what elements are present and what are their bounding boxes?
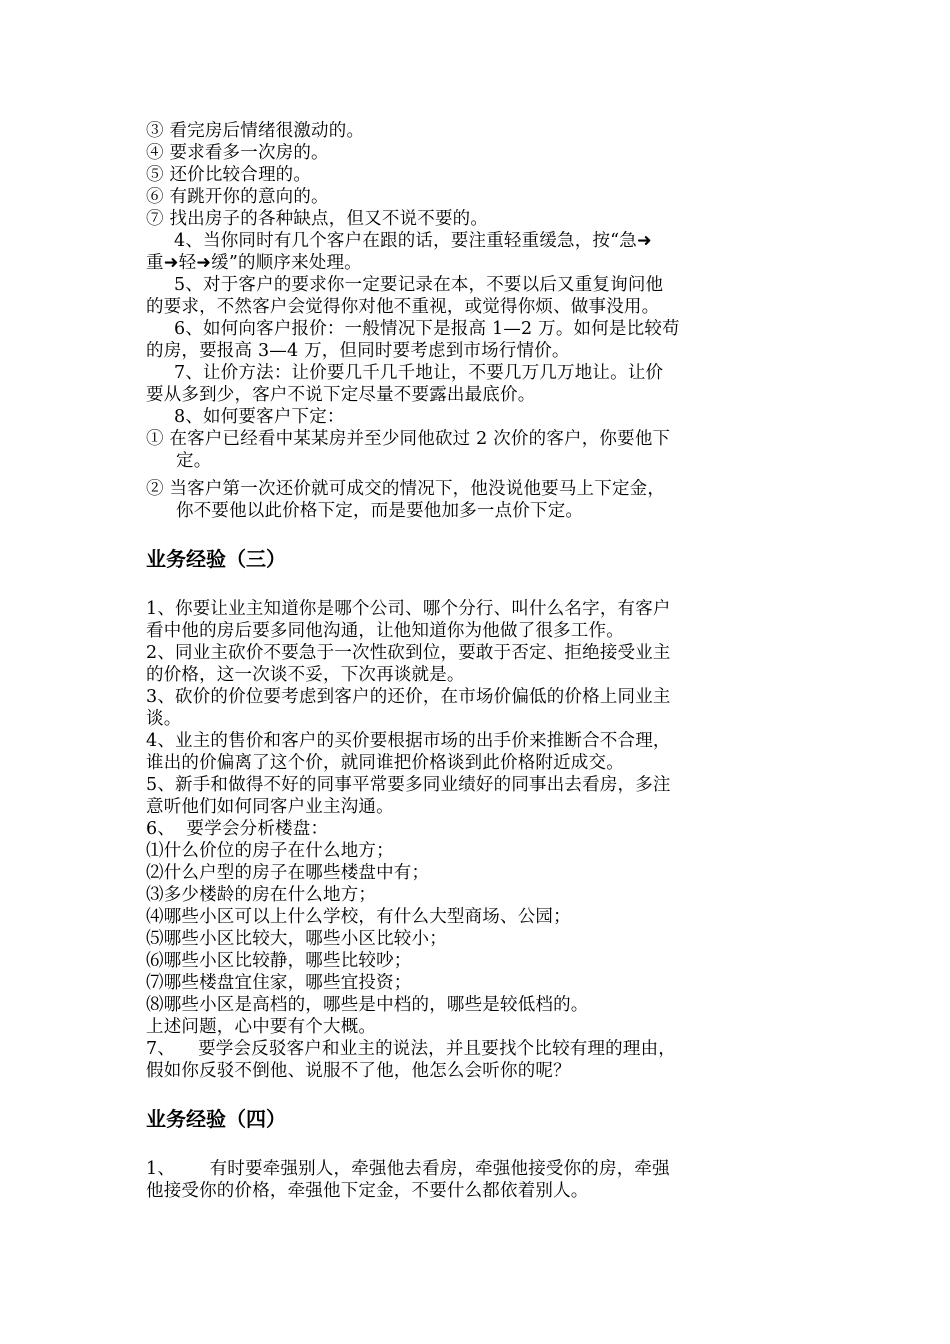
text-line: 5、对于客户的要求你一定要记录在本，不要以后又重复询问他 [174,275,664,295]
text-line: ⑻哪些小区是高档的，哪些是中档的，哪些是较低档的。 [146,995,589,1015]
text-line: 4、当你同时有几个客户在跟的话，要注重轻重缓急，按“急➜ [174,231,652,251]
text-line: 的房，要报高 3—4 万，但同时要考虑到市场行情价。 [146,341,570,361]
section-4-body [146,1158,808,1202]
text-line: 重➜轻➜缓”的顺序来处理。 [146,253,362,273]
text-line: ⑴什么价位的房子在什么地方； [146,841,394,861]
text-line: 1、 有时要牵强别人，牵强他去看房，牵强他接受你的房，牵强 [146,1159,670,1179]
text-line: ⑥ 有跳开你的意向的。 [146,187,329,207]
text-line: 谈。 [146,709,182,729]
text-line: 上述问题，心中要有个大概。 [146,1017,377,1037]
text-line: 的要求，不然客户会觉得你对他不重视，或觉得你烦、做事没用。 [146,297,660,317]
text-line: 3、砍价的价位要考虑到客户的还价，在市场价偏低的价格上同业主 [146,687,671,707]
text-line: 谁出的价偏离了这个价，就同谁把价格谈到此价格附近成交。 [146,753,624,773]
text-line: 意听他们如何同客户业主沟通。 [146,797,394,817]
text-line: ⑶多少楼龄的房在什么地方； [146,885,377,905]
document-page [146,120,808,1202]
text-line: 4、业主的售价和客户的买价要根据市场的出手价来推断合不合理， [146,731,671,751]
section-heading-4: 业务经验（四） [146,1107,286,1131]
text-line: 6、如何向客户报价：一般情况下是报高 1—2 万。如何是比较苟 [174,319,680,339]
text-line: ③ 看完房后情绪很激动的。 [146,121,365,141]
text-line: 你不要他以此价格下定，而是要他加多一点价下定。 [176,501,584,521]
text-line: 5、新手和做得不好的同事平常要多同业绩好的同事出去看房，多注 [146,775,671,795]
text-line: ① 在客户已经看中某某房并至少同他砍过 2 次价的客户，你要他下 [146,429,671,449]
text-line: ⑹哪些小区比较静，哪些比较吵； [146,951,412,971]
section-3-body [146,598,808,1082]
text-line: 的价格，这一次谈不妥，下次再谈就是。 [146,665,465,685]
text-line: ⑷哪些小区可以上什么学校，有什么大型商场、公园； [146,907,571,927]
text-line: ⑸哪些小区比较大，哪些小区比较小； [146,929,447,949]
text-line: ⑺哪些楼盘宜住家，哪些宜投资； [146,973,412,993]
text-line: ④ 要求看多一次房的。 [146,143,329,163]
text-line: 6、 要学会分析楼盘： [146,819,329,839]
section-heading-3: 业务经验（三） [146,547,286,571]
text-line: 8、如何要客户下定： [174,407,345,427]
text-line: ⑤ 还价比较合理的。 [146,165,312,185]
text-line: 要从多到少，客户不说下定尽量不要露出最底价。 [146,385,536,405]
text-line: ② 当客户第一次还价就可成交的情况下，他没说他要马上下定金， [146,479,666,499]
text-line: 2、同业主砍价不要急于一次性砍到位，要敢于否定、拒绝接受业主 [146,643,671,663]
text-line: 7、让价方法：让价要几千几千地让，不要几万几万地让。让价 [174,363,664,383]
text-line: 看中他的房后要多同他沟通，让他知道你为他做了很多工作。 [146,621,624,641]
text-line: ⑵什么户型的房子在哪些楼盘中有； [146,863,430,883]
text-line: 1、你要让业主知道你是哪个公司、哪个分行、叫什么名字，有客户 [146,599,671,619]
text-line: 定。 [176,451,212,471]
text-line: 7、 要学会反驳客户和业主的说法，并且要找个比较有理的理由， [146,1039,676,1059]
customer-signals-list [146,120,808,522]
text-line: 假如你反驳不倒他、说服不了他，他怎么会听你的呢？ [146,1061,571,1081]
text-line: ⑦ 找出房子的各种缺点，但又不说不要的。 [146,209,489,229]
text-line: 他接受你的价格，牵强他下定金，不要什么都依着别人。 [146,1181,589,1201]
